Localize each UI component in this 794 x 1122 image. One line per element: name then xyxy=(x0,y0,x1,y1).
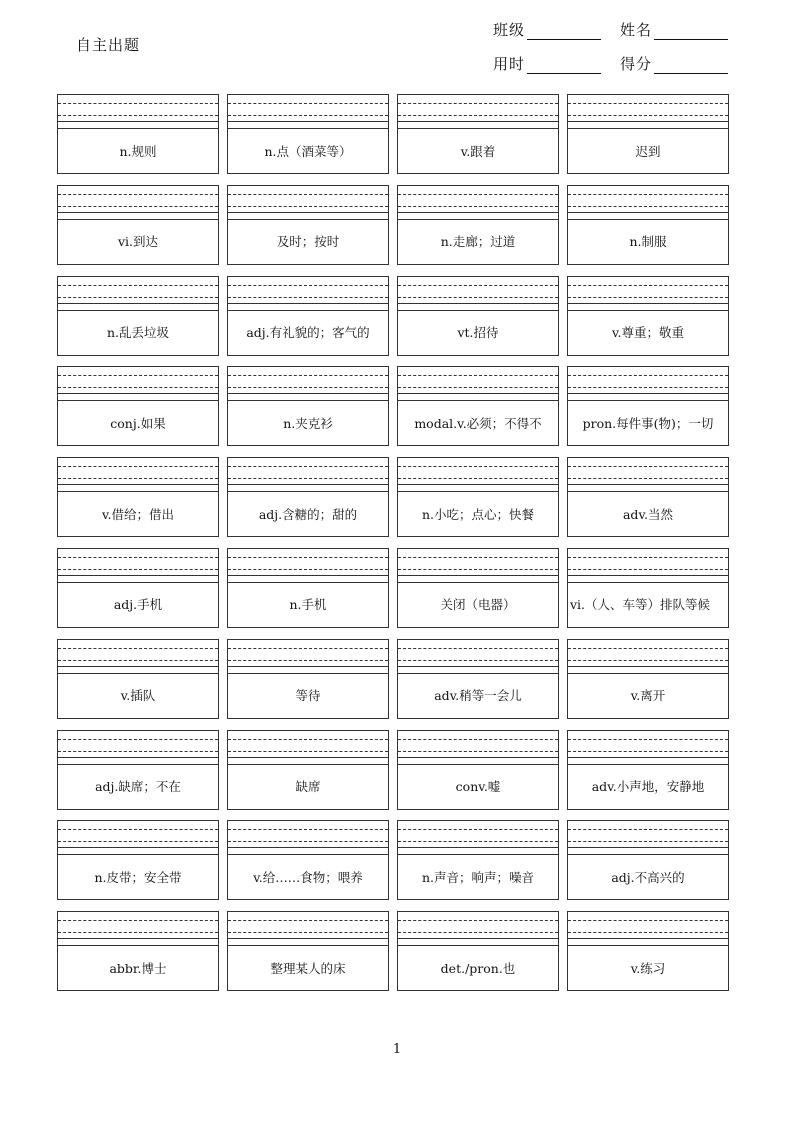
vocab-card xyxy=(397,94,559,174)
writing-guide-line xyxy=(398,757,558,758)
card-meaning: adj.不高兴的 xyxy=(611,869,685,885)
class-blank[interactable] xyxy=(527,38,601,40)
writing-guide-line xyxy=(568,103,728,104)
writing-guide-line xyxy=(58,648,218,649)
writing-guide-line xyxy=(568,938,728,939)
writing-area[interactable] xyxy=(568,821,728,855)
vocab-card xyxy=(227,457,389,537)
time-blank[interactable] xyxy=(527,72,601,74)
writing-guide-line xyxy=(58,739,218,740)
writing-guide-line xyxy=(568,478,728,479)
writing-guide-line xyxy=(228,393,388,394)
writing-area[interactable] xyxy=(398,912,558,946)
vocab-card xyxy=(397,457,559,537)
score-blank[interactable] xyxy=(654,72,728,74)
vocab-card xyxy=(57,276,219,356)
writing-guide-line xyxy=(568,648,728,649)
card-meaning: v.跟着 xyxy=(460,143,496,159)
card-meaning: 关闭（电器） xyxy=(440,597,516,613)
writing-guide-line xyxy=(58,660,218,661)
writing-guide-line xyxy=(568,285,728,286)
vocab-card xyxy=(227,820,389,900)
card-meaning: n.走廊；过道 xyxy=(440,234,516,250)
vocab-card xyxy=(57,185,219,265)
card-meaning: v.离开 xyxy=(630,688,666,704)
class-label: 班级 xyxy=(493,21,526,39)
writing-guide-line xyxy=(228,569,388,570)
writing-guide-line xyxy=(568,393,728,394)
vocab-card xyxy=(567,185,729,265)
card-meaning: 缺席 xyxy=(295,779,321,795)
writing-guide-line xyxy=(568,387,728,388)
vocab-card xyxy=(227,548,389,628)
vocab-card xyxy=(567,730,729,810)
writing-guide-line xyxy=(398,648,558,649)
writing-guide-line xyxy=(58,212,218,213)
writing-area[interactable] xyxy=(58,731,218,765)
score-label: 得分 xyxy=(620,55,653,73)
card-meaning: n.皮带；安全带 xyxy=(94,869,182,885)
card-meaning: adv.稍等一会儿 xyxy=(434,688,522,704)
writing-guide-line xyxy=(398,932,558,933)
writing-guide-line xyxy=(398,739,558,740)
writing-guide-line xyxy=(398,478,558,479)
writing-guide-line xyxy=(58,920,218,921)
writing-area[interactable] xyxy=(398,367,558,401)
writing-guide-line xyxy=(228,206,388,207)
writing-guide-line xyxy=(58,285,218,286)
vocab-card xyxy=(57,548,219,628)
page-number: 1 xyxy=(392,1042,402,1057)
writing-area[interactable] xyxy=(568,912,728,946)
card-meaning: 及时；按时 xyxy=(276,234,340,250)
vocab-card xyxy=(57,820,219,900)
writing-guide-line xyxy=(228,387,388,388)
writing-guide-line xyxy=(568,115,728,116)
writing-area[interactable] xyxy=(398,458,558,492)
card-meaning: v.给……食物；喂养 xyxy=(253,869,363,885)
writing-guide-line xyxy=(228,666,388,667)
writing-guide-line xyxy=(58,103,218,104)
vocab-card xyxy=(397,276,559,356)
vocab-card xyxy=(227,94,389,174)
writing-area[interactable] xyxy=(568,640,728,674)
writing-guide-line xyxy=(228,103,388,104)
card-meaning: 迟到 xyxy=(635,143,661,159)
vocab-card xyxy=(397,911,559,991)
writing-guide-line xyxy=(58,121,218,122)
writing-guide-line xyxy=(58,569,218,570)
time-label: 用时 xyxy=(493,55,526,73)
class-field xyxy=(493,19,601,40)
writing-guide-line xyxy=(398,121,558,122)
card-meaning: adj.含糖的；甜的 xyxy=(258,506,358,522)
writing-guide-line xyxy=(228,847,388,848)
writing-guide-line xyxy=(568,297,728,298)
card-meaning: n.点（酒菜等） xyxy=(264,143,352,159)
writing-guide-line xyxy=(568,847,728,848)
writing-guide-line xyxy=(568,375,728,376)
writing-guide-line xyxy=(568,932,728,933)
writing-guide-line xyxy=(568,660,728,661)
writing-guide-line xyxy=(398,575,558,576)
writing-area[interactable] xyxy=(398,731,558,765)
writing-guide-line xyxy=(58,829,218,830)
writing-guide-line xyxy=(228,938,388,939)
writing-guide-line xyxy=(228,920,388,921)
vocab-card xyxy=(567,820,729,900)
vocab-card-grid xyxy=(57,94,729,991)
vocab-card xyxy=(227,911,389,991)
writing-area[interactable] xyxy=(228,458,388,492)
writing-guide-line xyxy=(228,575,388,576)
writing-guide-line xyxy=(398,484,558,485)
writing-guide-line xyxy=(398,466,558,467)
writing-guide-line xyxy=(58,297,218,298)
writing-area[interactable] xyxy=(398,821,558,855)
writing-guide-line xyxy=(228,115,388,116)
writing-guide-line xyxy=(228,739,388,740)
card-meaning: det./pron.也 xyxy=(440,960,516,976)
writing-guide-line xyxy=(398,938,558,939)
vocab-card xyxy=(227,185,389,265)
writing-area[interactable] xyxy=(398,95,558,129)
card-meaning: modal.v.必须；不得不 xyxy=(414,415,542,431)
vocab-card xyxy=(567,911,729,991)
vocab-card xyxy=(567,457,729,537)
card-meaning: adj.缺席；不在 xyxy=(95,779,181,795)
writing-guide-line xyxy=(568,484,728,485)
card-meaning: n.夹克衫 xyxy=(283,415,333,431)
writing-area[interactable] xyxy=(58,821,218,855)
card-meaning: adj.有礼貌的；客气的 xyxy=(246,325,370,341)
card-meaning: vi.（人、车等）排队等候 xyxy=(570,597,711,613)
writing-guide-line xyxy=(398,847,558,848)
card-meaning: pron.每件事(物)；一切 xyxy=(582,415,714,431)
writing-guide-line xyxy=(398,375,558,376)
writing-guide-line xyxy=(568,466,728,467)
writing-area[interactable] xyxy=(58,186,218,220)
writing-guide-line xyxy=(58,757,218,758)
writing-guide-line xyxy=(398,569,558,570)
writing-area[interactable] xyxy=(398,549,558,583)
writing-guide-line xyxy=(398,206,558,207)
writing-guide-line xyxy=(58,932,218,933)
vocab-card xyxy=(397,185,559,265)
vocab-card xyxy=(397,548,559,628)
vocab-card xyxy=(567,639,729,719)
vocab-card xyxy=(227,639,389,719)
card-meaning: vi.到达 xyxy=(117,234,159,250)
card-meaning: n.制服 xyxy=(629,234,667,250)
vocab-card xyxy=(57,457,219,537)
writing-guide-line xyxy=(58,938,218,939)
card-meaning: vt.招待 xyxy=(457,325,499,341)
card-meaning: v.插队 xyxy=(120,688,156,704)
name-blank[interactable] xyxy=(654,38,728,40)
writing-guide-line xyxy=(398,666,558,667)
name-label: 姓名 xyxy=(620,21,653,39)
writing-area[interactable] xyxy=(568,186,728,220)
writing-guide-line xyxy=(58,478,218,479)
writing-guide-line xyxy=(228,557,388,558)
writing-guide-line xyxy=(398,285,558,286)
writing-guide-line xyxy=(228,285,388,286)
writing-guide-line xyxy=(398,920,558,921)
writing-area[interactable] xyxy=(568,549,728,583)
card-meaning: n.乱丢垃圾 xyxy=(106,325,170,341)
writing-guide-line xyxy=(568,121,728,122)
writing-area[interactable] xyxy=(398,186,558,220)
vocab-card xyxy=(57,730,219,810)
writing-guide-line xyxy=(398,103,558,104)
writing-area[interactable] xyxy=(228,186,388,220)
writing-guide-line xyxy=(568,557,728,558)
card-meaning: 整理某人的床 xyxy=(270,960,346,976)
writing-area[interactable] xyxy=(568,277,728,311)
writing-guide-line xyxy=(398,115,558,116)
writing-area[interactable] xyxy=(228,367,388,401)
writing-guide-line xyxy=(58,115,218,116)
card-meaning: v.借给；借出 xyxy=(101,506,175,522)
writing-area[interactable] xyxy=(58,95,218,129)
card-meaning: conv.嘘 xyxy=(455,779,501,795)
writing-guide-line xyxy=(568,666,728,667)
writing-guide-line xyxy=(228,466,388,467)
writing-guide-line xyxy=(568,569,728,570)
writing-guide-line xyxy=(58,393,218,394)
writing-area[interactable] xyxy=(398,277,558,311)
card-meaning: adv.小声地，安静地 xyxy=(591,779,705,795)
writing-area[interactable] xyxy=(58,912,218,946)
card-meaning: adv.当然 xyxy=(622,506,673,522)
writing-guide-line xyxy=(228,648,388,649)
writing-guide-line xyxy=(58,841,218,842)
vocab-card xyxy=(567,276,729,356)
writing-guide-line xyxy=(58,557,218,558)
writing-guide-line xyxy=(568,739,728,740)
writing-guide-line xyxy=(228,841,388,842)
writing-guide-line xyxy=(398,194,558,195)
writing-guide-line xyxy=(398,387,558,388)
writing-guide-line xyxy=(228,121,388,122)
score-field xyxy=(620,53,728,74)
vocab-card xyxy=(567,366,729,446)
writing-guide-line xyxy=(58,194,218,195)
writing-guide-line xyxy=(228,829,388,830)
vocab-card xyxy=(227,366,389,446)
writing-area[interactable] xyxy=(58,640,218,674)
writing-guide-line xyxy=(58,847,218,848)
card-meaning: n.规则 xyxy=(119,143,157,159)
writing-area[interactable] xyxy=(228,731,388,765)
writing-area[interactable] xyxy=(58,458,218,492)
writing-area[interactable] xyxy=(568,458,728,492)
writing-guide-line xyxy=(398,303,558,304)
writing-area[interactable] xyxy=(58,277,218,311)
writing-guide-line xyxy=(58,484,218,485)
writing-guide-line xyxy=(568,920,728,921)
writing-area[interactable] xyxy=(228,821,388,855)
vocab-card xyxy=(397,730,559,810)
vocab-card xyxy=(227,730,389,810)
writing-guide-line xyxy=(58,303,218,304)
writing-guide-line xyxy=(228,194,388,195)
writing-guide-line xyxy=(58,575,218,576)
writing-guide-line xyxy=(398,660,558,661)
vocab-card xyxy=(227,276,389,356)
writing-guide-line xyxy=(398,212,558,213)
vocab-card xyxy=(57,94,219,174)
writing-guide-line xyxy=(228,932,388,933)
vocab-card xyxy=(57,911,219,991)
card-meaning: v.尊重；敬重 xyxy=(611,325,685,341)
writing-guide-line xyxy=(58,751,218,752)
writing-guide-line xyxy=(398,751,558,752)
writing-guide-line xyxy=(228,660,388,661)
writing-guide-line xyxy=(568,829,728,830)
writing-area[interactable] xyxy=(398,640,558,674)
writing-area[interactable] xyxy=(228,640,388,674)
writing-guide-line xyxy=(398,841,558,842)
writing-guide-line xyxy=(228,297,388,298)
writing-area[interactable] xyxy=(58,549,218,583)
writing-area[interactable] xyxy=(568,95,728,129)
writing-guide-line xyxy=(58,666,218,667)
writing-guide-line xyxy=(568,303,728,304)
vocab-card xyxy=(397,639,559,719)
writing-guide-line xyxy=(228,484,388,485)
writing-guide-line xyxy=(228,751,388,752)
writing-guide-line xyxy=(398,297,558,298)
vocab-card xyxy=(57,366,219,446)
card-meaning: n.手机 xyxy=(289,597,327,613)
writing-guide-line xyxy=(568,751,728,752)
card-meaning: n.小吃；点心；快餐 xyxy=(421,506,535,522)
writing-guide-line xyxy=(398,393,558,394)
card-meaning: 等待 xyxy=(295,688,321,704)
page-title: 自主出题 xyxy=(76,36,141,54)
writing-area[interactable] xyxy=(568,367,728,401)
time-field xyxy=(493,53,601,74)
vocab-card xyxy=(57,639,219,719)
card-meaning: abbr.博士 xyxy=(109,960,167,976)
writing-guide-line xyxy=(568,757,728,758)
writing-area[interactable] xyxy=(228,912,388,946)
card-meaning: conj.如果 xyxy=(110,415,166,431)
writing-guide-line xyxy=(228,757,388,758)
name-field xyxy=(620,19,728,40)
writing-guide-line xyxy=(58,375,218,376)
writing-area[interactable] xyxy=(58,367,218,401)
writing-guide-line xyxy=(568,212,728,213)
writing-guide-line xyxy=(568,841,728,842)
writing-guide-line xyxy=(58,387,218,388)
writing-area[interactable] xyxy=(228,95,388,129)
writing-guide-line xyxy=(58,466,218,467)
writing-guide-line xyxy=(228,375,388,376)
writing-guide-line xyxy=(398,829,558,830)
writing-area[interactable] xyxy=(228,277,388,311)
writing-guide-line xyxy=(228,478,388,479)
writing-guide-line xyxy=(398,557,558,558)
writing-area[interactable] xyxy=(568,731,728,765)
vocab-card xyxy=(397,820,559,900)
vocab-card xyxy=(567,94,729,174)
writing-guide-line xyxy=(228,303,388,304)
card-meaning: n.声音；响声；噪音 xyxy=(421,869,535,885)
writing-area[interactable] xyxy=(228,549,388,583)
writing-guide-line xyxy=(568,206,728,207)
writing-guide-line xyxy=(58,206,218,207)
writing-guide-line xyxy=(568,194,728,195)
vocab-card xyxy=(397,366,559,446)
vocab-card xyxy=(567,548,729,628)
writing-guide-line xyxy=(228,212,388,213)
card-meaning: v.练习 xyxy=(630,960,666,976)
writing-guide-line xyxy=(568,575,728,576)
card-meaning: adj.手机 xyxy=(113,597,163,613)
